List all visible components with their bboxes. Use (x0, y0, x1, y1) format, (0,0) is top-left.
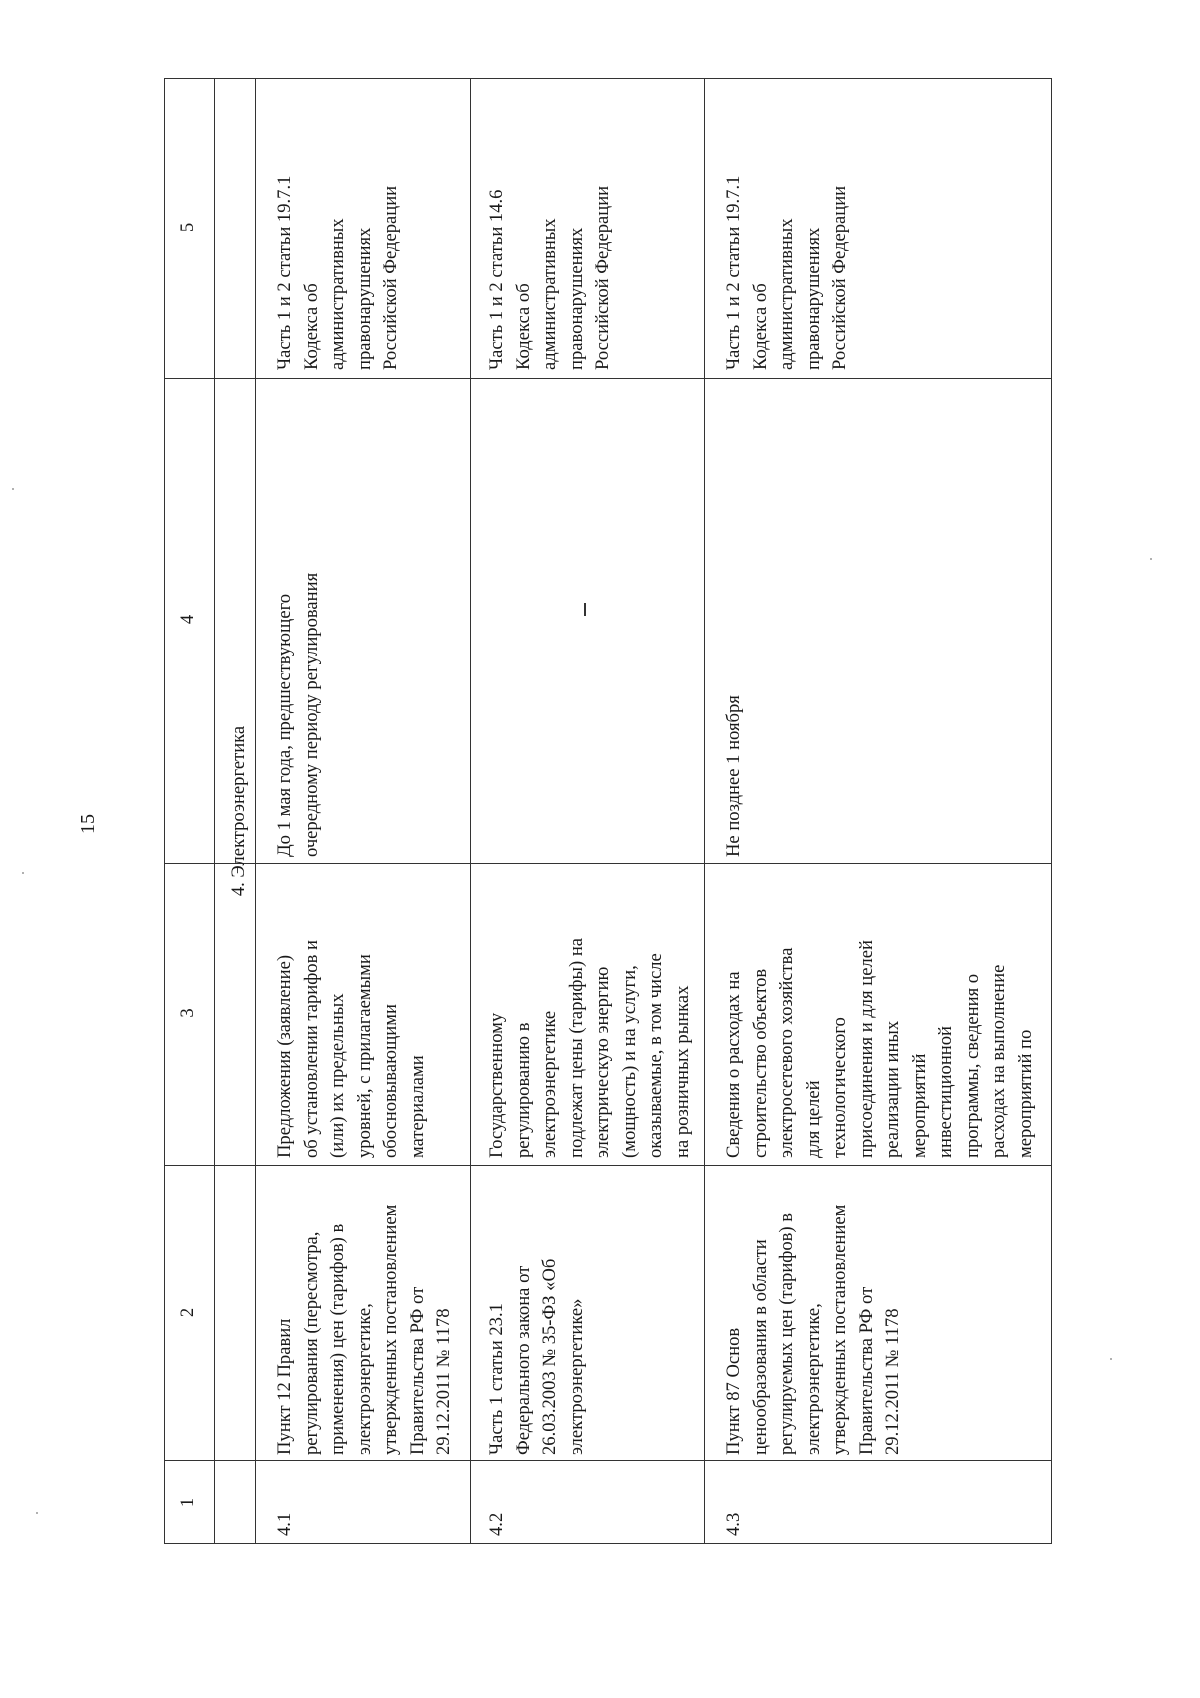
column-header-1: 1 (177, 1497, 198, 1508)
page-number: 15 (77, 814, 99, 834)
row-4-2-basis: Часть 1 статьи 23.1 Федерального закона от 26.03.2003 № 35-ФЗ «Об электроэнергетике» (486, 1258, 587, 1455)
column-header-2: 2 (177, 1307, 198, 1318)
row-4-2-info: Государственному регулированию в электроэнергетике подлежат цены (тарифы) на электрическую энергию (мощность) и на услуги, оказываемые, в том числе на розничных рынках (486, 937, 693, 1158)
row-4-1-deadline: До 1 мая года, предшествующего очередному периоду регулирования (274, 572, 322, 857)
scan-speck (1150, 558, 1152, 560)
row-4-3-deadline: Не позднее 1 ноября (723, 695, 744, 857)
row-4-1-liability: Часть 1 и 2 статьи 19.7.1 Кодекса об административных правонарушениях Российской Федерации (274, 175, 401, 370)
row-4-3-number: 4.3 (723, 1512, 744, 1536)
row-4-3-basis: Пункт 87 Основ ценообразования в области регулируемых цен (тарифов) в электроэнергетике, утвержденных постановлением Правительства РФ от 29.12.2011 № 1178 (723, 1204, 903, 1455)
row-4-1-basis: Пункт 12 Правил регулирования (пересмотра, применения) цен (тарифов) в электроэнергетике, утвержденных постановлением Правительства РФ от 29.12.2011 № 1178 (274, 1204, 454, 1455)
column-header-4: 4 (177, 614, 198, 625)
column-header-3: 3 (177, 1008, 198, 1018)
row-divider-4-2 (704, 79, 705, 1543)
row-4-2-deadline-dash (584, 603, 586, 616)
scan-speck (22, 872, 24, 874)
row-4-2-number: 4.2 (486, 1512, 507, 1536)
row-4-3-liability: Часть 1 и 2 статьи 19.7.1 Кодекса об административных правонарушениях Российской Федерации (723, 175, 850, 370)
row-4-3-info: Сведения о расходах на строительство объектов электросетевого хозяйства для целей технологического присоединения и для целей реализации иных мероприятий инвестиционной программы, сведения о расходах на выполнение мероприятий по (723, 940, 1036, 1158)
scan-speck (12, 488, 14, 490)
scan-speck (1110, 1358, 1112, 1360)
column-header-5: 5 (177, 222, 198, 233)
scan-speck (36, 1512, 38, 1514)
row-4-1-info: Предложения (заявление) об установлении тарифов и (или) их предельных уровней, с прилагаемыми обосновывающими материалами (274, 940, 428, 1158)
row-divider-header (214, 79, 215, 1543)
row-4-1-number: 4.1 (274, 1512, 295, 1536)
row-4-2-liability: Часть 1 и 2 статьи 14.6 Кодекса об административных правонарушениях Российской Федерации (486, 185, 613, 370)
section-title: 4. Электроэнергетика (228, 725, 249, 897)
